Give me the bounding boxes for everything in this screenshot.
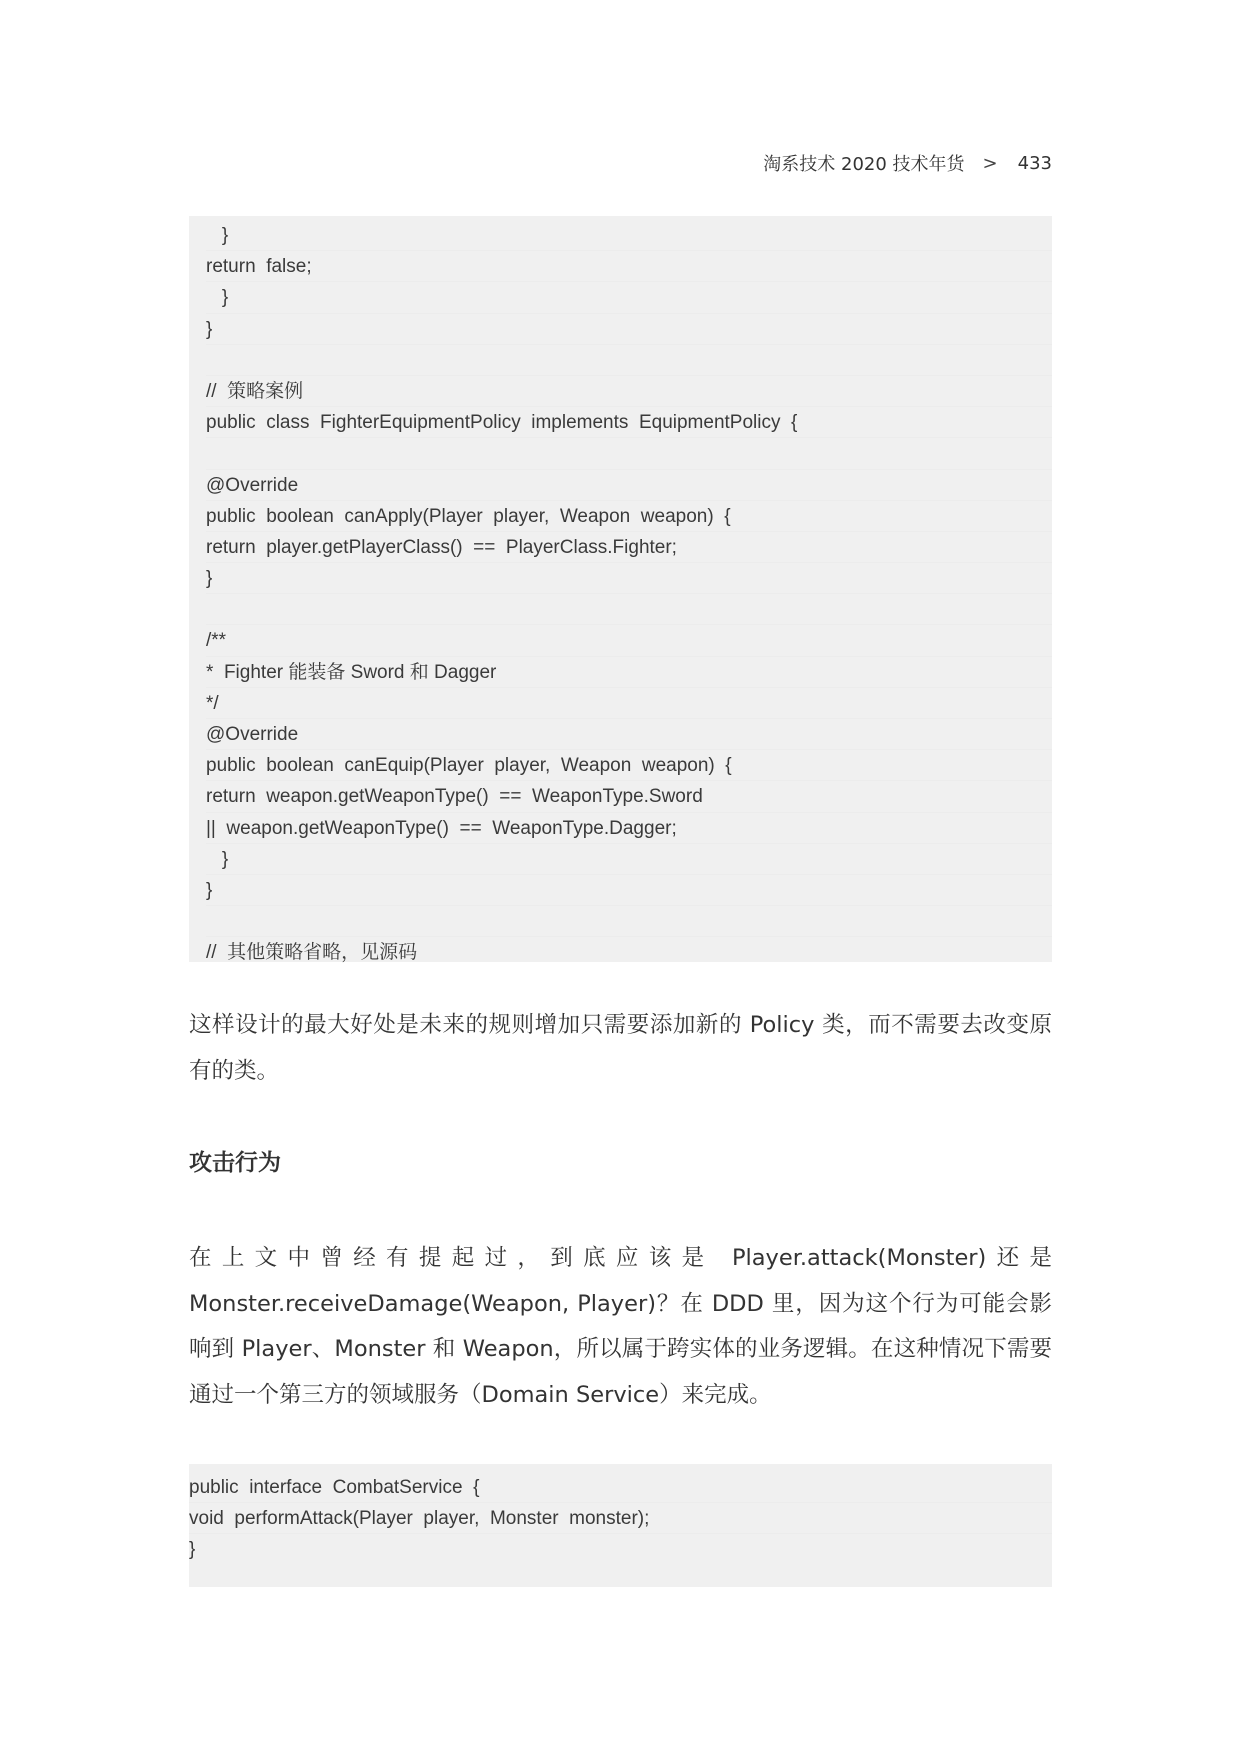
- code-block-policy: [189, 216, 1052, 962]
- code-line: public interface CombatService {: [189, 1472, 1052, 1503]
- code-line: public boolean canEquip(Player player, Weapon weapon) {: [206, 750, 1052, 781]
- page-header: [763, 150, 1052, 176]
- code-line: || weapon.getWeaponType() == WeaponType.Dagger;: [206, 813, 1052, 844]
- code-line: // 其他策略省略，见源码: [206, 942, 418, 964]
- header-separator: >: [982, 152, 998, 174]
- code-line: [206, 438, 1052, 469]
- code-line: }: [206, 282, 1052, 313]
- section-heading: 攻击行为: [189, 1150, 281, 1176]
- code-line: }: [206, 220, 1052, 251]
- paragraph-combat-service: 在上文中曾经有提起过，到底应该是 Player.attack(Monster)还是 Monster.receiveDamage(Weapon, Player)？在 DDD 里，因为这个行为可能会影响到 Player、Monster 和 Weapon，所以属于跨实体的业务逻辑。在这种情况下需要通过一个第三方的领域服务（Domain Service）来完成。: [189, 1245, 1052, 1408]
- code-line: // 策略案例: [206, 376, 1052, 407]
- code-line: }: [189, 1539, 196, 1561]
- code-block-combat-service: [189, 1464, 1052, 1587]
- code-line: @Override: [206, 470, 1052, 501]
- code-line: public class FighterEquipmentPolicy implements EquipmentPolicy {: [206, 407, 1052, 438]
- code-line: [206, 906, 1052, 937]
- code-line: /**: [206, 625, 1052, 656]
- code-line: [206, 345, 1052, 376]
- code-line: }: [206, 875, 1052, 906]
- code-line: */: [206, 688, 1052, 719]
- code-line: return weapon.getWeaponType() == WeaponType.Sword: [206, 781, 1052, 812]
- code-line: @Override: [206, 719, 1052, 750]
- code-line: public boolean canApply(Player player, Weapon weapon) {: [206, 501, 1052, 532]
- code-line: void performAttack(Player player, Monster monster);: [189, 1503, 1052, 1534]
- page-number: 433: [1017, 152, 1052, 174]
- code-line: * Fighter 能装备 Sword 和 Dagger: [206, 657, 1052, 688]
- code-line: [206, 594, 1052, 625]
- header-title: 淘系技术 2020 技术年货: [763, 154, 965, 175]
- code-line: }: [206, 844, 1052, 875]
- code-line: }: [206, 314, 1052, 345]
- paragraph-policy-benefit: 这样设计的最大好处是未来的规则增加只需要添加新的 Policy 类，而不需要去改变原有的类。: [189, 1012, 1052, 1084]
- code-line: return false;: [206, 251, 1052, 282]
- code-line: return player.getPlayerClass() == PlayerClass.Fighter;: [206, 532, 1052, 563]
- code-line: }: [206, 563, 1052, 594]
